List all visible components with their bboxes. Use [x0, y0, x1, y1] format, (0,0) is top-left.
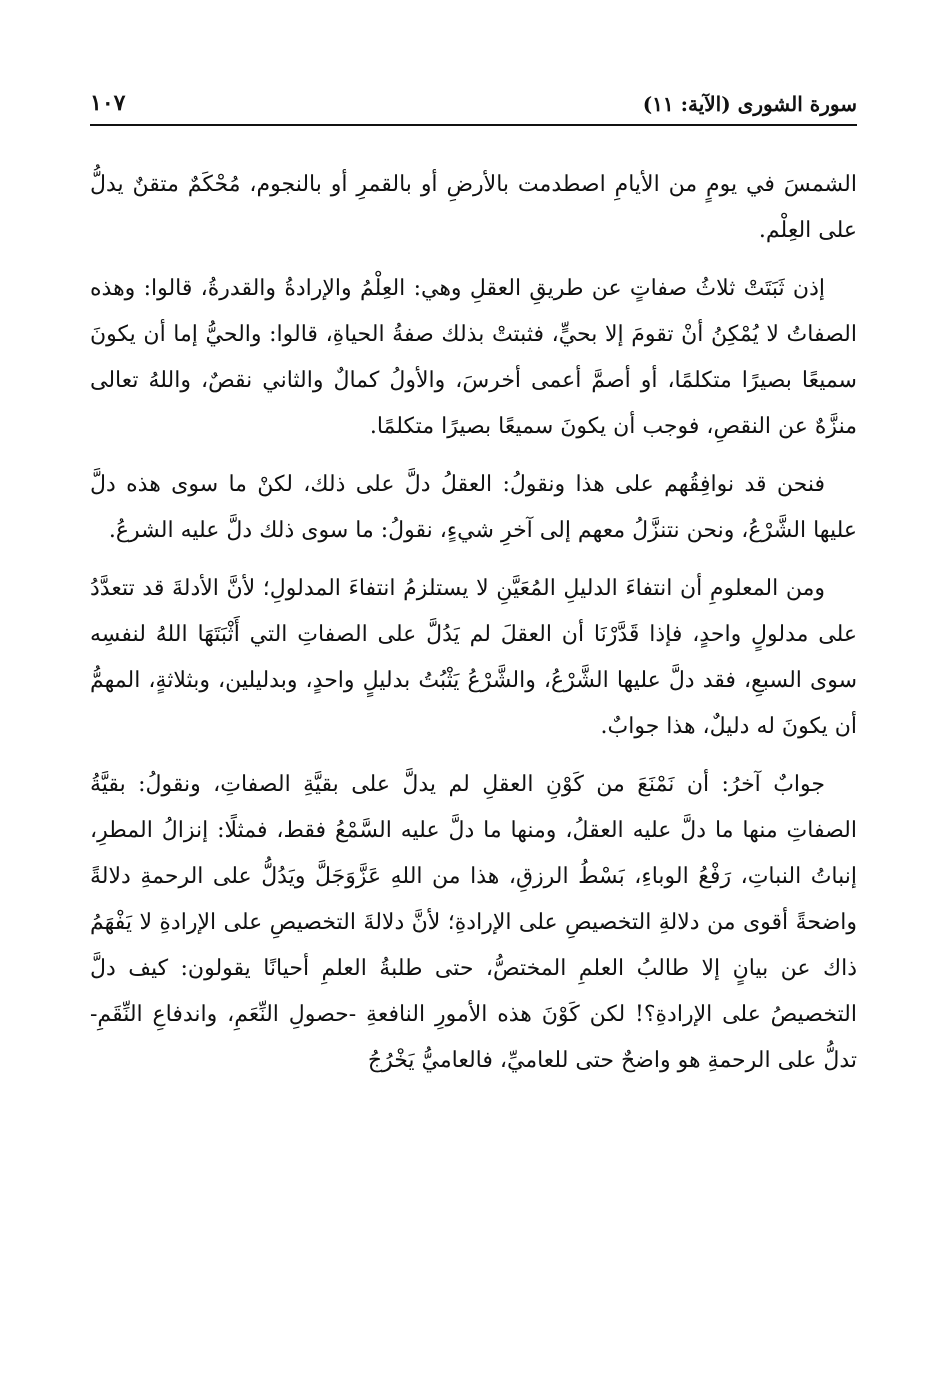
page-header	[90, 86, 857, 126]
paragraph-another-answer: جوابٌ آخرُ: أن نَمْنَعَ من كَوْنِ العقلِ لم يدلَّ على بقيَّةِ الصفاتِ، ونقولُ: بقيَّةُ الصفاتِ منها ما دلَّ عليه العقلُ، ومنها ما دلَّ عليه السَّمْعُ فقط، فمثلًا: إنزالُ المطرِ، إنباتُ النباتِ، رَفْعُ الوباءِ، بَسْطُ الرزقِ، هذا من اللهِ عَزَّوَجَلَّ ويَدُلُّ على الرحمةِ دلالةً واضحةً أقوى من دلالةِ التخصيصِ على الإرادةِ؛ لأنَّ دلالةَ التخصيصِ على الإرادةِ لا يَفْهَمُ ذاك عن بيانٍ إلا طالبُ العلمِ المختصُّ، حتى طلبةُ العلمِ أحيانًا يقولون: كيف دلَّ التخصيصُ على الإرادةِ؟! لكن كَوْنَ هذه الأمورِ النافعةِ -حصولِ النِّعَمِ، واندفاعِ النِّقَمِ- تدلُّ على الرحمةِ هو واضحٌ حتى للعاميِّ، فالعاميُّ يَخْرُجُ	[90, 772, 857, 1073]
paragraph-evidence-principle: ومن المعلومِ أن انتفاءَ الدليلِ المُعَيَّنِ لا يستلزمُ انتفاءَ المدلولِ؛ لأنَّ الأدلةَ قد تتعدَّدُ على مدلولٍ واحدٍ، فإذا قَدَّرْنَا أن العقلَ لم يَدُلَّ على الصفاتِ التي أَثْبَتَهَا اللهُ لنفسِه سوى السبعِ، فقد دلَّ عليها الشَّرْعُ، والشَّرْعُ يَثْبُتُ بدليلٍ واحدٍ، وبدليلين، وبثلاثةٍ، المهمُّ أن يكونَ له دليلٌ، هذا جوابٌ.	[90, 576, 857, 739]
page-body	[90, 162, 857, 1084]
header-divider	[90, 124, 857, 126]
page-number: ١٠٧	[90, 90, 126, 116]
paragraph-agreement: فنحن قد نوافِقُهم على هذا ونقولُ: العقلُ دلَّ على ذلك، لكنْ ما سوى هذه دلَّ عليها الشَّرْعُ، ونحن نتنزَّلُ معهم إلى آخرِ شيءٍ، نقولُ: ما سوى ذلك دلَّ عليه الشرعُ.	[90, 472, 857, 543]
running-header-title: سورة الشورى (الآية: ١١)	[642, 92, 857, 116]
paragraph-attributes-by-reason: إذن ثَبَتَتْ ثلاثُ صفاتٍ عن طريقِ العقلِ وهي: العِلْمُ والإرادةُ والقدرةُ، قالوا: وهذه الصفاتُ لا يُمْكِنُ أنْ تقومَ إلا بحيٍّ، فثبتتْ بذلك صفةُ الحياةِ، قالوا: والحيُّ إما أن يكونَ سميعًا بصيرًا متكلمًا، أو أصمَّ أعمى أخرسَ، والأولُ كمالٌ والثاني نقصٌ، واللهُ تعالى منزَّهٌ عن النقصِ، فوجب أن يكونَ سميعًا بصيرًا متكلمًا.	[90, 276, 857, 439]
paragraph-continuation: الشمسَ في يومٍ من الأيامِ اصطدمت بالأرضِ أو بالقمرِ أو بالنجوم، مُحْكَمٌ متقنٌ يدلُّ على العِلْم.	[90, 172, 857, 243]
